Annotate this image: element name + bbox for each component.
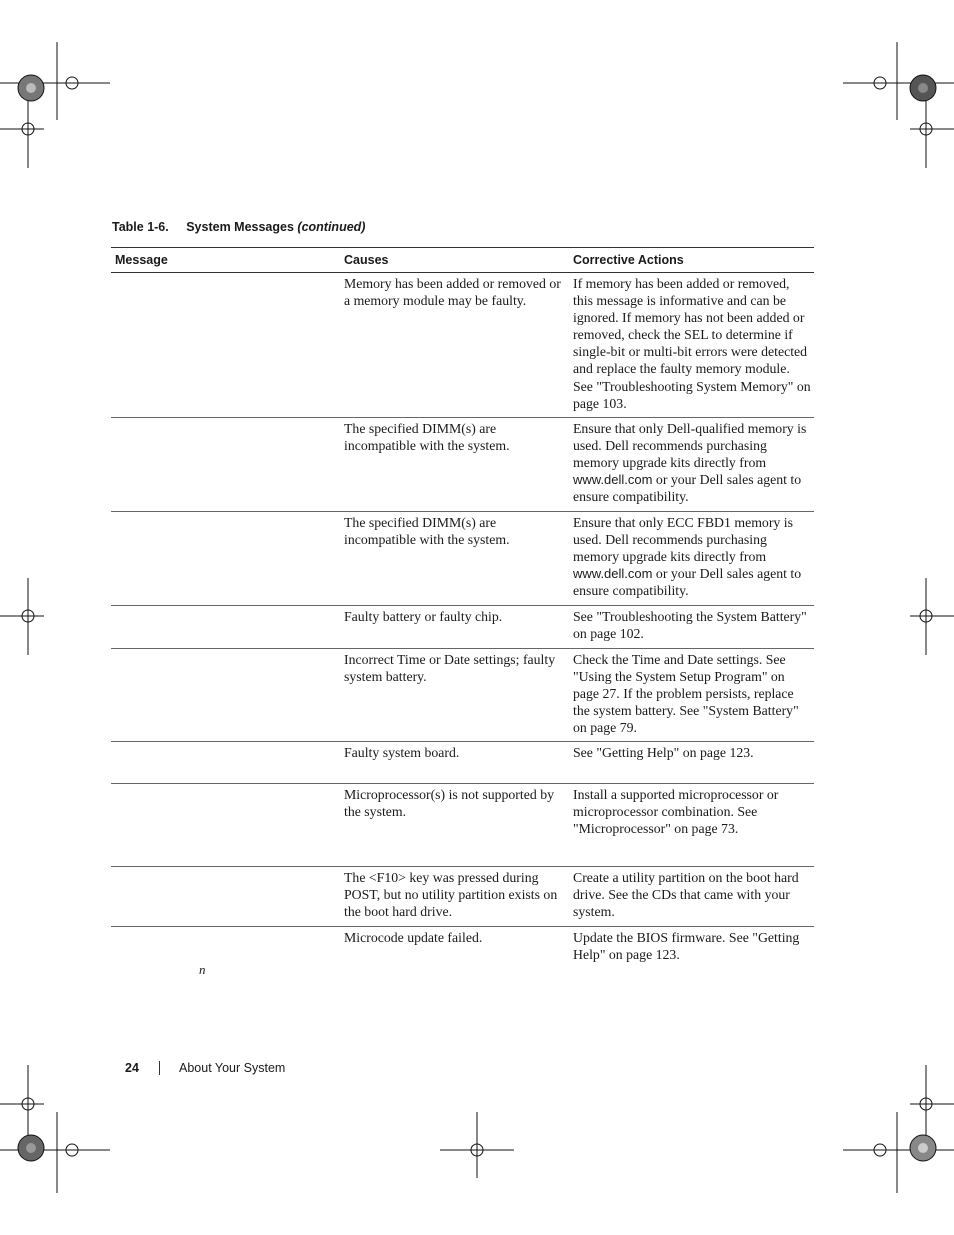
header-causes: Causes — [344, 253, 389, 267]
continued-label: (continued) — [297, 220, 366, 234]
table-row — [111, 742, 814, 784]
action-text: or your Dell sales agent to ensure compatibility. — [573, 472, 802, 505]
cause-cell: The specified DIMM(s) are incompatible with the system. — [344, 515, 510, 548]
message-cell — [111, 742, 340, 783]
section-title: About Your System — [179, 1061, 286, 1075]
header-corrective-actions: Corrective Actions — [573, 253, 684, 267]
cause-cell: Incorrect Time or Date settings; faulty system battery. — [344, 652, 556, 685]
page-number: 24 — [125, 1061, 139, 1075]
table-title: System Messages — [186, 220, 294, 234]
message-cell — [111, 606, 340, 648]
action-cell — [569, 512, 814, 605]
action-cell — [569, 418, 814, 511]
page-footer — [125, 1061, 285, 1075]
table-row — [111, 606, 814, 649]
action-cell: Install a supported microprocessor or microprocessor combination. See "Microprocessor" on page 73. — [573, 787, 779, 837]
message-cell — [111, 927, 340, 971]
message-cell — [111, 418, 340, 511]
dell-website-link[interactable]: www.dell.com — [573, 566, 653, 582]
table-caption — [112, 220, 365, 234]
table-row — [111, 273, 814, 418]
action-text: or your Dell sales agent to ensure compatibility. — [573, 566, 802, 599]
cause-cell: Memory has been added or removed or a memory module may be faulty. — [344, 276, 561, 309]
cause-cell: Microcode update failed. — [344, 930, 483, 945]
table-number: Table 1-6. — [112, 220, 169, 234]
system-messages-table — [111, 247, 814, 971]
footer-divider — [159, 1061, 160, 1075]
message-cell — [111, 867, 340, 926]
table-row — [111, 927, 814, 971]
table-row — [111, 512, 814, 606]
cause-cell: The specified DIMM(s) are incompatible with the system. — [344, 421, 510, 454]
action-cell: See "Troubleshooting the System Battery" on page 102. — [573, 609, 807, 642]
table-row — [111, 649, 814, 742]
action-cell: Create a utility partition on the boot hard drive. See the CDs that came with your system. — [573, 870, 799, 920]
action-cell: See "Getting Help" on page 123. — [573, 745, 754, 760]
action-cell: If memory has been added or removed, this message is informative and can be ignored. If memory has not been added or removed, check the SEL to determine if single-bit or multi-bit errors were detected and replace the faulty memory module. See "Troubleshooting System Memory" on page 103. — [573, 276, 811, 411]
action-text: Ensure that only ECC FBD1 memory is used. Dell recommends purchasing memory upgrade kits directly from — [573, 515, 793, 565]
message-cell — [111, 784, 340, 866]
message-cell — [111, 273, 340, 417]
cause-cell: Microprocessor(s) is not supported by the system. — [344, 787, 554, 820]
action-cell: Check the Time and Date settings. See "Using the System Setup Program" on page 27. If the problem persists, replace the system battery. See "System Battery" on page 79. — [573, 652, 799, 736]
stray-glyph: n — [199, 962, 206, 977]
cause-cell: Faulty battery or faulty chip. — [344, 609, 503, 624]
action-cell: Update the BIOS firmware. See "Getting Help" on page 123. — [573, 930, 800, 963]
cause-cell: Faulty system board. — [344, 745, 460, 760]
message-cell — [111, 649, 340, 741]
message-cell — [111, 512, 340, 605]
table-row — [111, 867, 814, 927]
table-row — [111, 418, 814, 512]
dell-website-link[interactable]: www.dell.com — [573, 472, 653, 488]
cause-cell: The <F10> key was pressed during POST, but no utility partition exists on the boot hard drive. — [344, 870, 558, 920]
table-row — [111, 784, 814, 867]
action-text: Ensure that only Dell-qualified memory is used. Dell recommends purchasing memory upgrade kits directly from — [573, 421, 807, 471]
header-message: Message — [115, 253, 168, 267]
table-header-row — [111, 248, 814, 273]
